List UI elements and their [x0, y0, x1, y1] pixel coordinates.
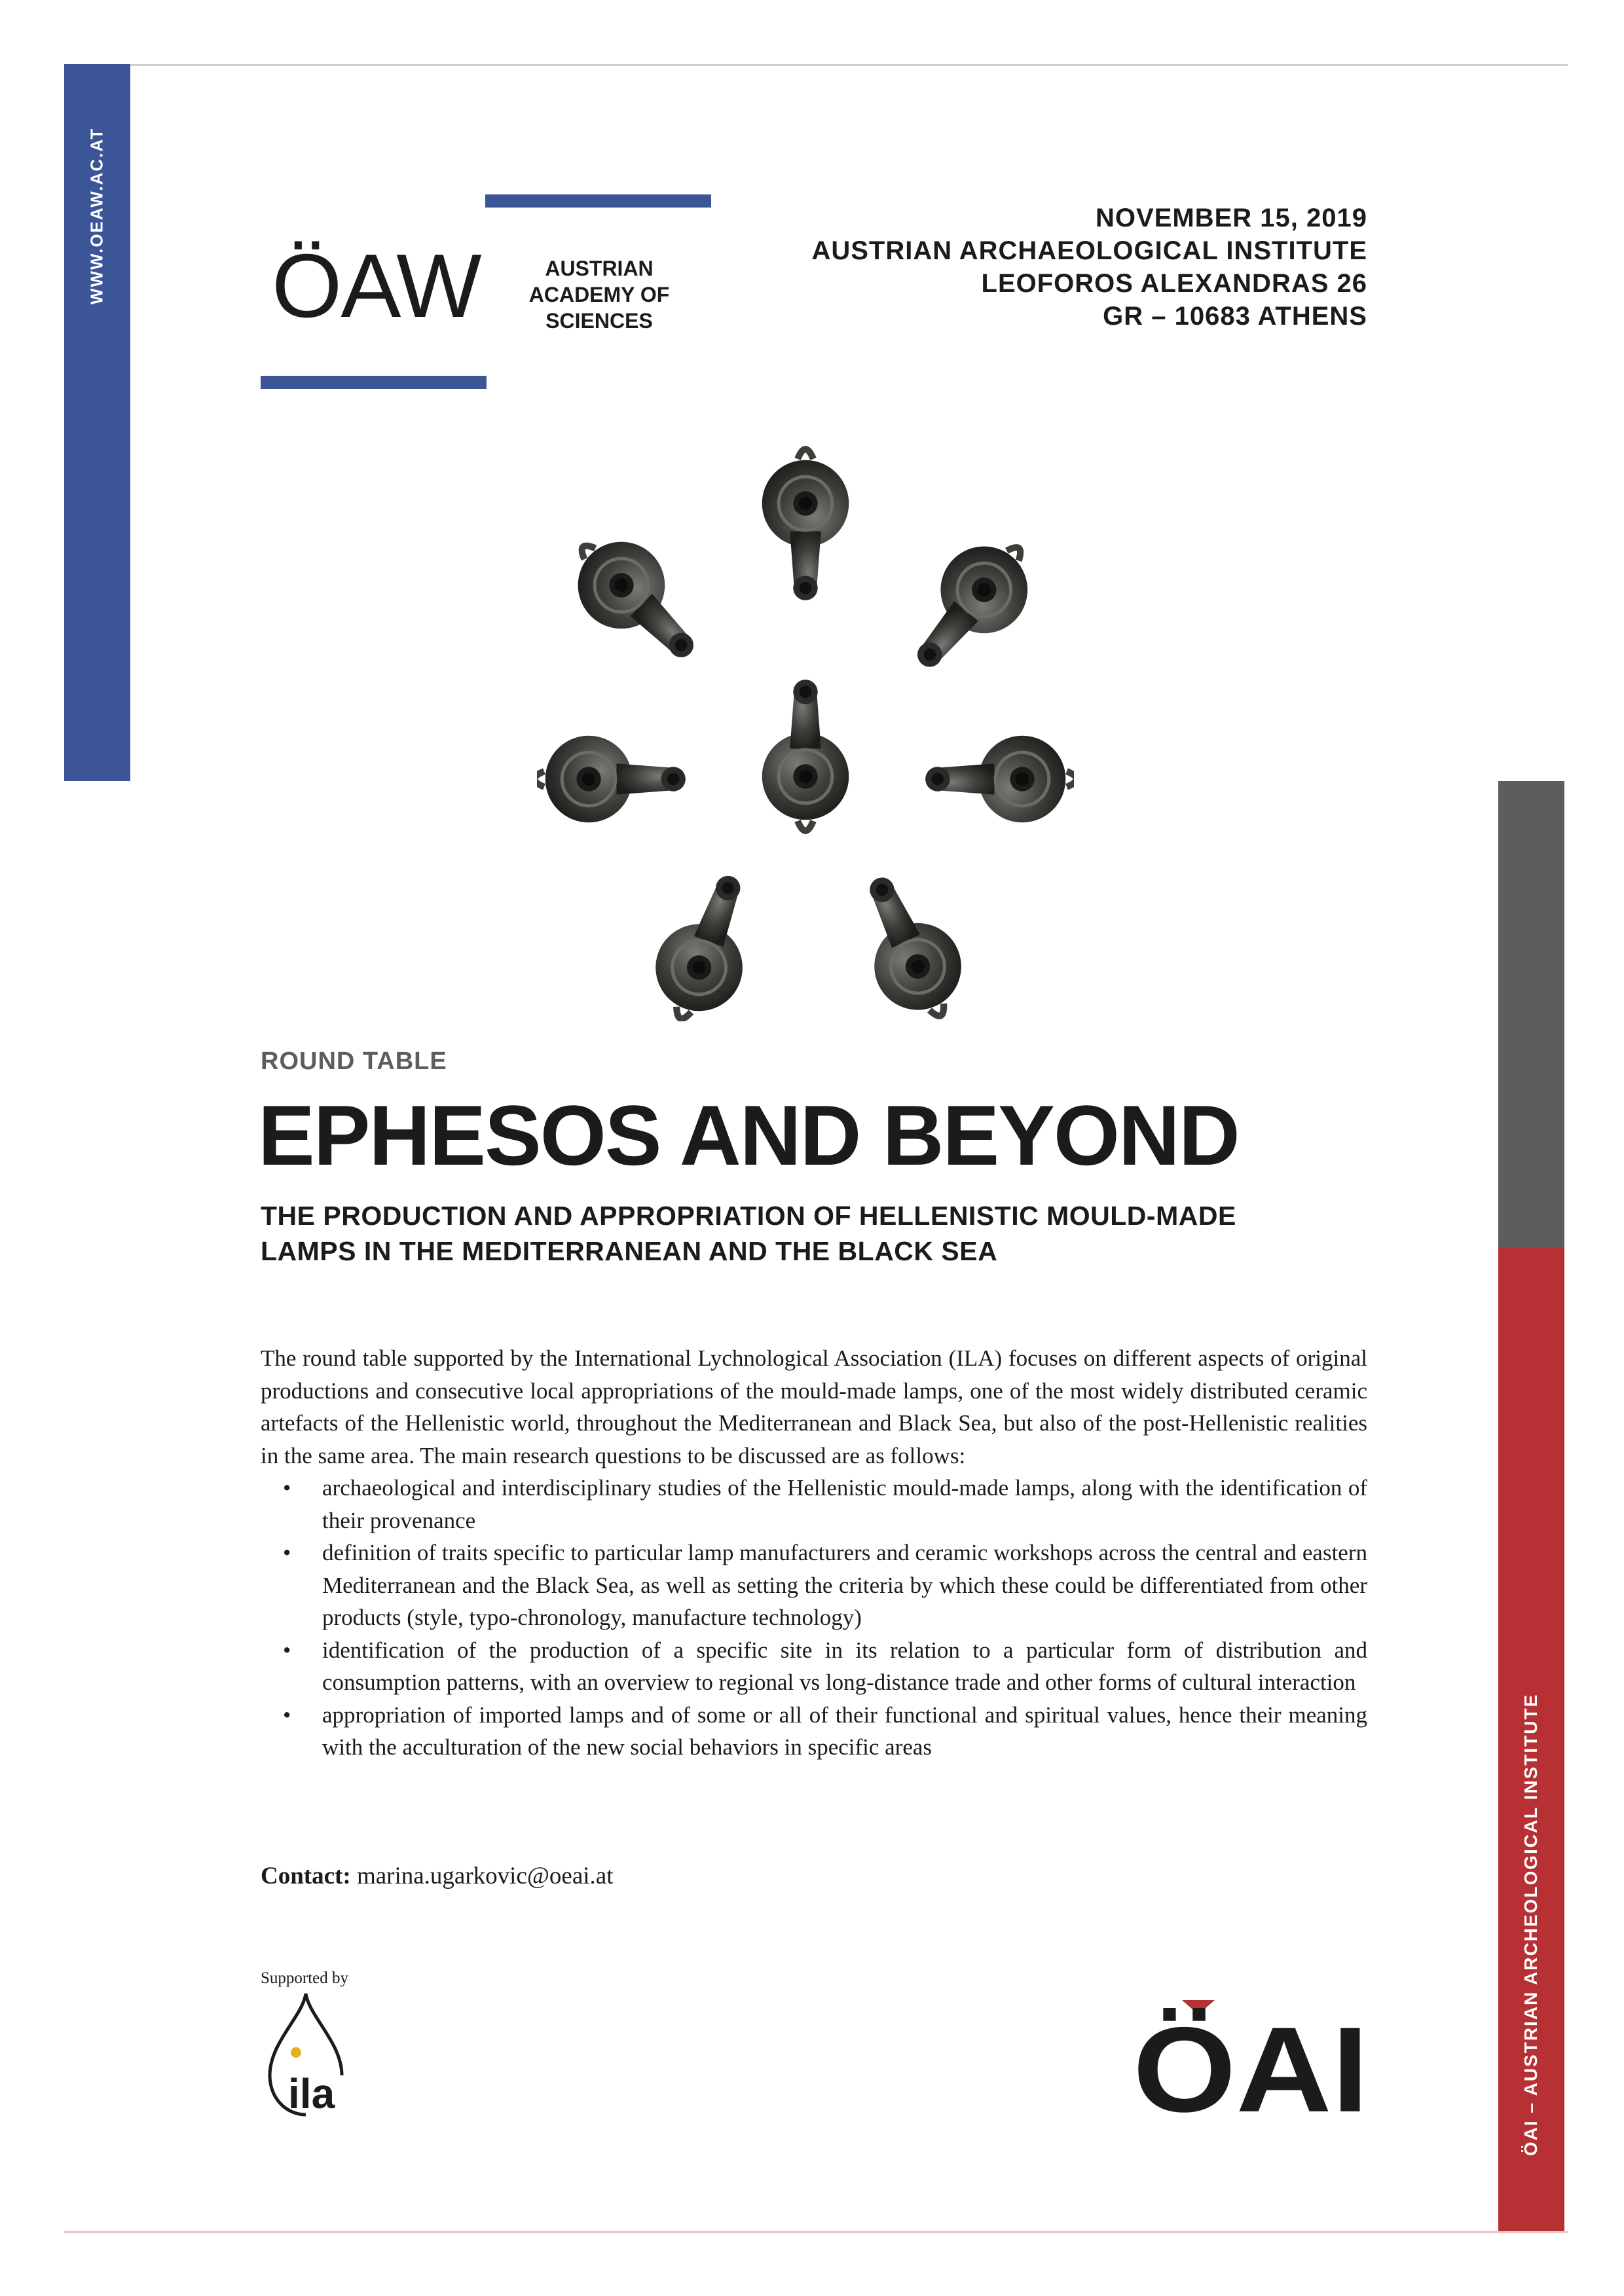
lamp-bottom-right	[838, 860, 980, 1021]
bottom-rule	[64, 2231, 1568, 2233]
oaw-logo: ÖAW	[272, 236, 481, 337]
list-item: • archaeological and interdisciplinary studies of the Hellenistic mould-made lamps, along with the identification of their provenance	[322, 1472, 1367, 1537]
event-venue: AUSTRIAN ARCHAEOLOGICAL INSTITUTE	[811, 236, 1367, 265]
ila-logo-text: ila	[288, 2070, 335, 2117]
contact-email-link[interactable]: marina.ugarkovic@oeai.at	[356, 1863, 614, 1889]
lamp-top	[762, 449, 849, 600]
lamp-left	[537, 736, 686, 823]
institute-side-label: ÖAI – AUSTRIAN ARCHEOLOGICAL INSTITUTE	[1521, 1693, 1541, 2157]
oai-logo-text: ÖAI	[1133, 2003, 1369, 2115]
website-link[interactable]: WWW.OEAW.AC.AT	[86, 127, 107, 305]
lamps-photo	[537, 445, 1074, 1021]
intro-paragraph: The round table supported by the International Lychnological Association (ILA) focuses on different aspects of original productions and consecutive local appropriations of the mould-made lamps, one of the most widely distributed ceramic artefacts of the Hellenistic world, throughout the Mediterranean and Black Sea, but also of the post-Hellenistic realities in the same area. The main research questions to be discussed are as follows:	[261, 1345, 1367, 1468]
event-date: NOVEMBER 15, 2019	[1096, 204, 1367, 232]
lamp-center	[762, 680, 849, 831]
description	[261, 1342, 1367, 1764]
lamp-top-left	[552, 516, 720, 684]
page-subtitle	[261, 1198, 1361, 1269]
research-questions-list	[261, 1472, 1367, 1764]
subtitle-line: LAMPS IN THE MEDITERRANEAN AND THE BLACK SEA	[261, 1236, 998, 1266]
lamp-top-right	[889, 520, 1052, 692]
list-item: • appropriation of imported lamps and of some or all of their functional and spiritual values, hence their meaning with the acculturation of the new social behaviors in specific areas	[322, 1699, 1367, 1764]
academy-name	[498, 255, 701, 334]
academy-line: ACADEMY OF	[528, 283, 670, 306]
page-title: EPHESOS AND BEYOND	[258, 1087, 1239, 1183]
lamp-right	[925, 736, 1074, 823]
ila-logo	[257, 1990, 355, 2121]
academy-line: SCIENCES	[545, 309, 653, 333]
contact-label: Contact:	[261, 1863, 351, 1889]
supported-by-label: Supported by	[261, 1969, 349, 1987]
event-details	[707, 202, 1367, 333]
subtitle-line: THE PRODUCTION AND APPROPRIATION OF HELLENISTIC MOULD-MADE	[261, 1201, 1236, 1231]
list-item: • identification of the production of a specific site in its relation to a particular form of distribution and consumption patterns, with an overview to regional vs long-distance trade and other forms of cultural interaction	[322, 1634, 1367, 1699]
academy-line: AUSTRIAN	[545, 257, 654, 280]
contact-line	[261, 1862, 614, 1890]
event-type-kicker: ROUND TABLE	[261, 1048, 447, 1075]
logo-bar-top	[485, 194, 711, 208]
lamp-bottom-left	[640, 862, 773, 1021]
right-side-band-grey	[1498, 781, 1564, 1247]
event-city: GR – 10683 ATHENS	[1103, 302, 1367, 331]
top-rule	[64, 64, 1568, 66]
logo-bar-bottom	[261, 376, 487, 389]
event-street: LEOFOROS ALEXANDRAS 26	[981, 269, 1367, 298]
oai-logo	[1133, 2000, 1369, 2115]
list-item: • definition of traits specific to particular lamp manufacturers and ceramic workshops across the central and eastern Mediterranean and the Black Sea, as well as setting the criteria by which these could be differentiated from other products (style, typo-chronology, manufacture technology)	[322, 1537, 1367, 1634]
